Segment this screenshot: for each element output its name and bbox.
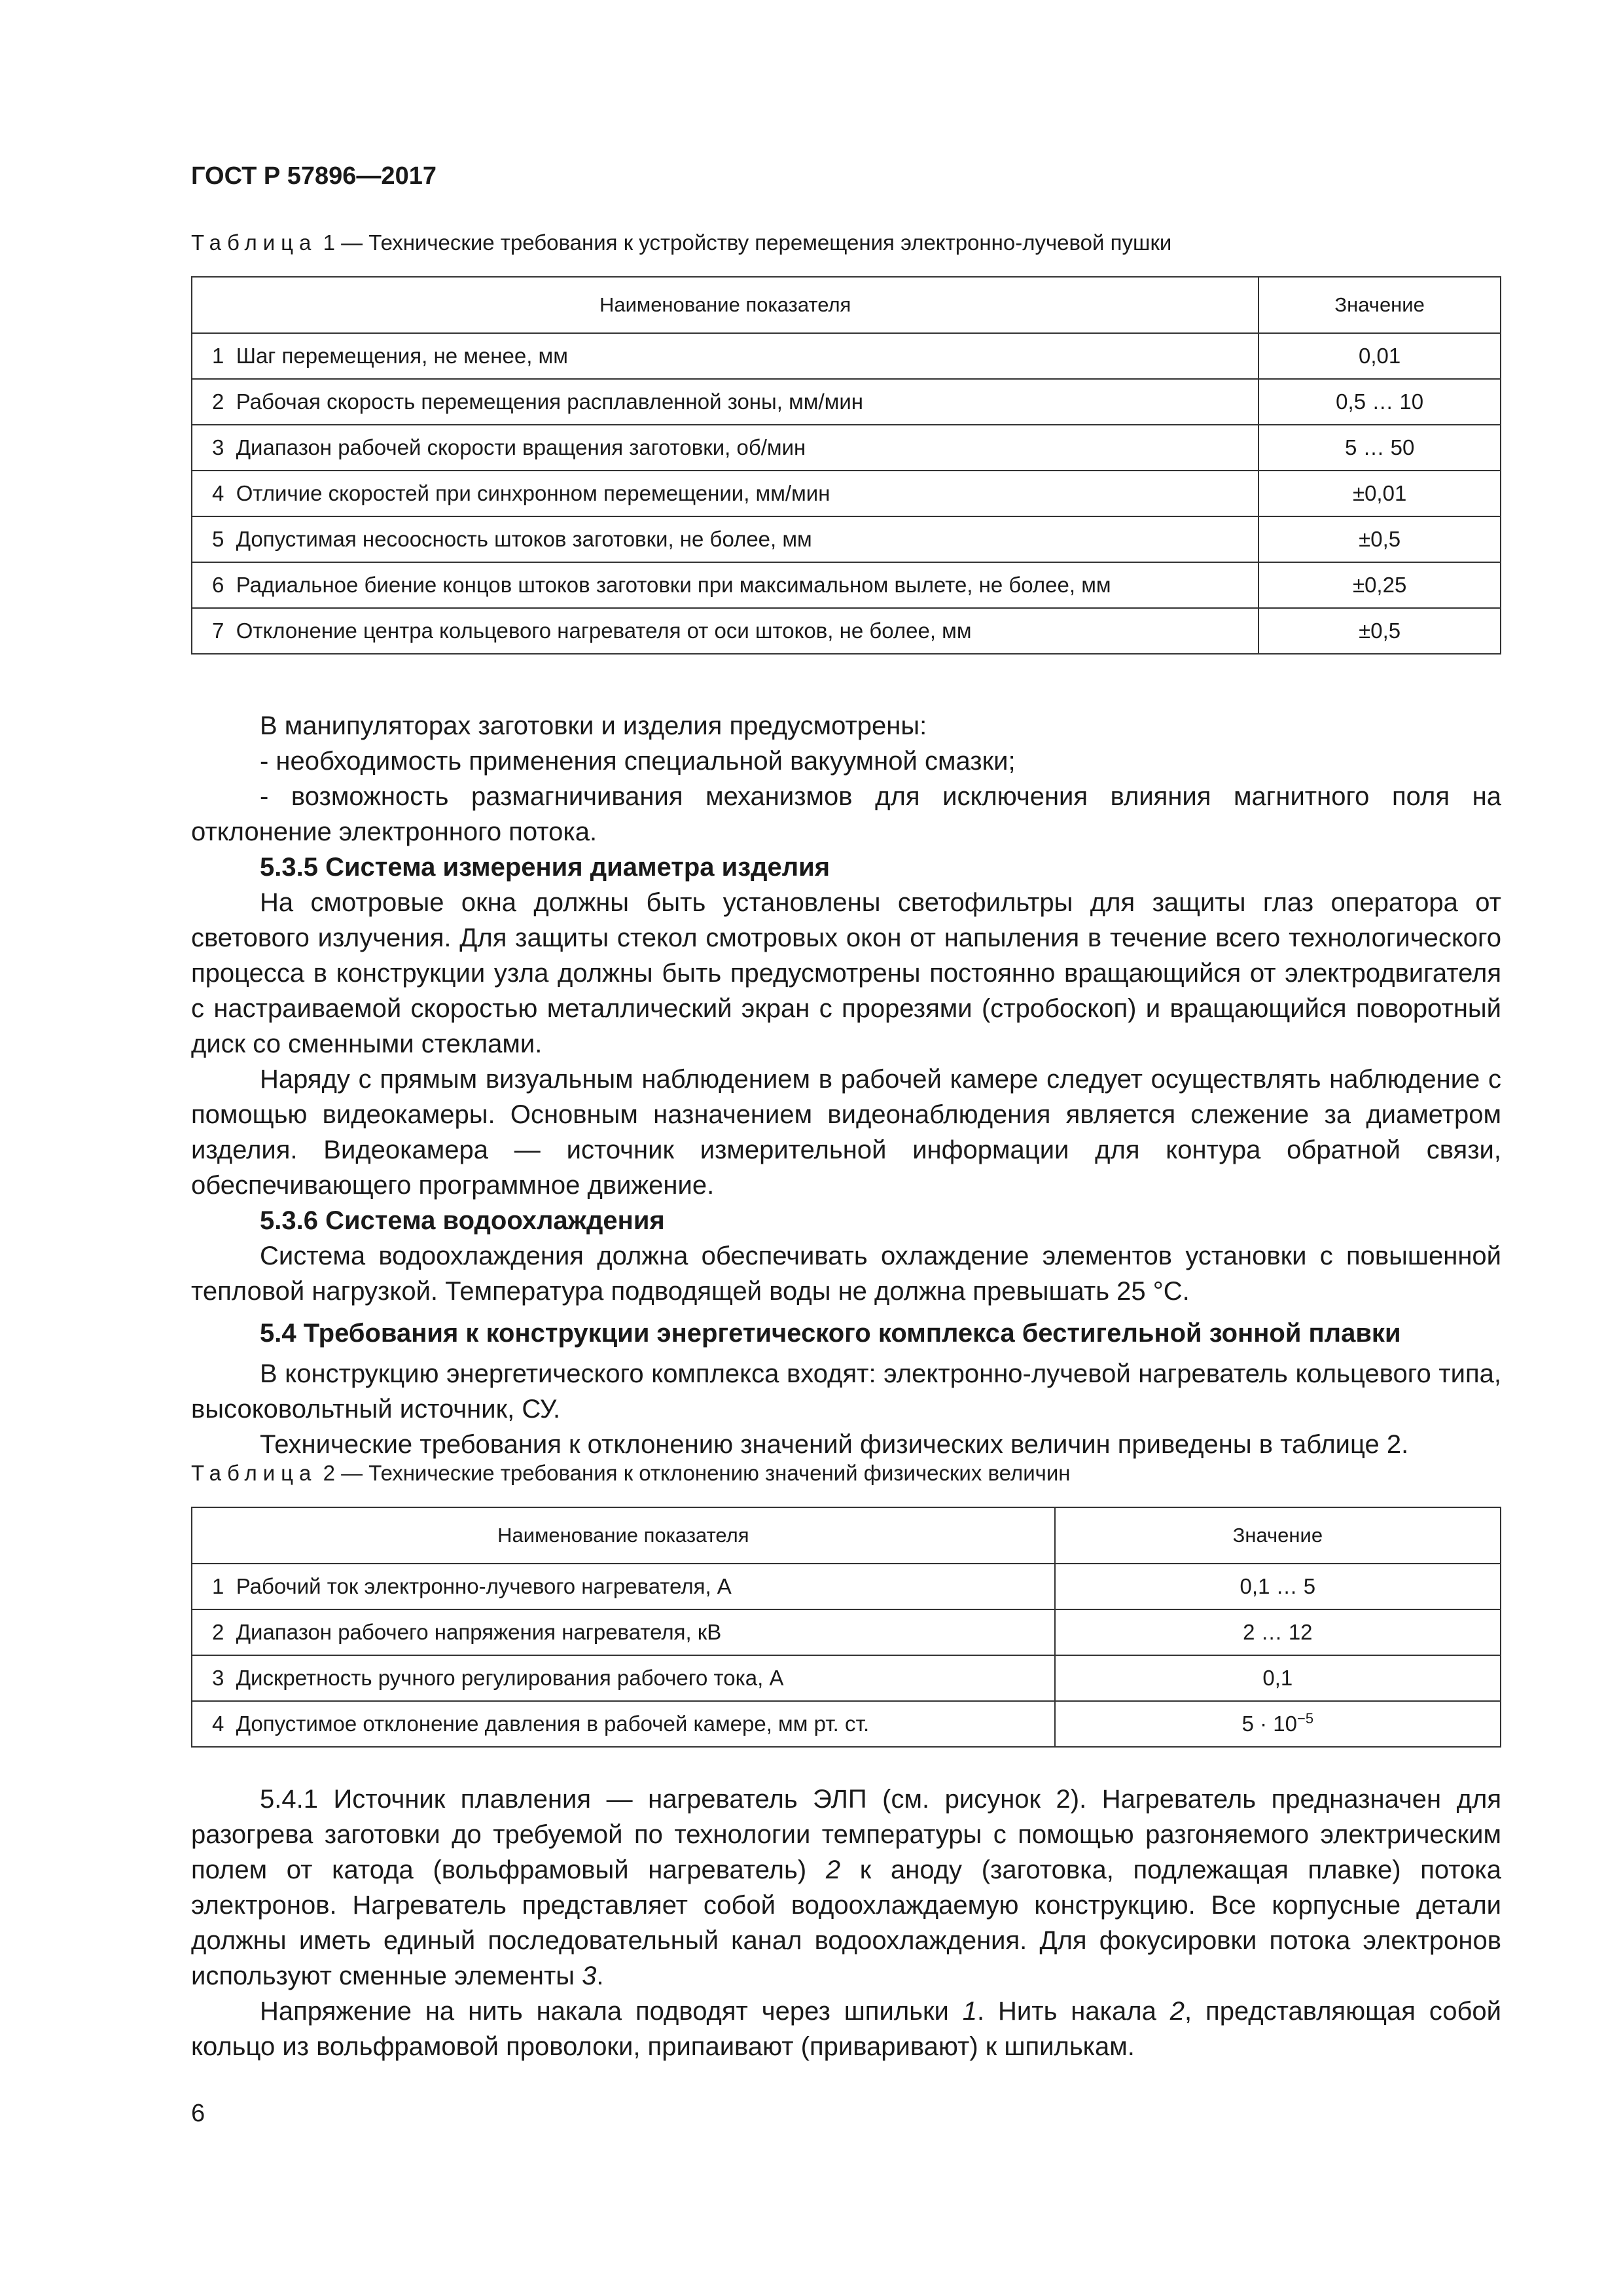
paragraph: Технические требования к отклонению значений физических величин приведены в таблице 2.	[260, 1430, 1409, 1459]
row-name: Рабочий ток электронно-лучевого нагревателя, А	[236, 1574, 732, 1598]
paragraph: В манипуляторах заготовки и изделия предусмотрены:	[260, 711, 927, 740]
document-code: ГОСТ Р 57896—2017	[191, 162, 437, 190]
section-heading-5-3-5: 5.3.5 Система измерения диаметра изделия	[260, 853, 830, 882]
list-item: - возможность размагничивания механизмов для исключения влияния магнитного поля на отклонение электронного потока.	[191, 782, 1501, 846]
row-value: 0,5 … 10	[1258, 379, 1501, 425]
paragraph: Наряду с прямым визуальным наблюдением в рабочей камере следует осуществлять наблюдение с помощью видеокамеры. Основным назначением видеонаблюдения является слежение за диаметром изделия. Видеокамера — источник измерительной информации для контура обратной связи, обеспечивающего программное движение.	[191, 1065, 1501, 1200]
section-heading-5-4: 5.4 Требования к конструкции энергетического комплекса бестигельной зонной плавки	[260, 1319, 1401, 1348]
row-value: 0,1	[1055, 1655, 1501, 1701]
text-run: , представляющая собой кольцо из вольфрамовой проволоки, припаивают (приваривают) к шпилькам.	[191, 1997, 1502, 2061]
row-value: 2 … 12	[1055, 1609, 1501, 1655]
table1-caption	[191, 230, 1171, 255]
row-number: 1	[212, 1574, 224, 1598]
table2-caption-text: — Технические требования к отклонению значений физических величин	[341, 1461, 1071, 1485]
value-base: 5 · 10	[1241, 1712, 1297, 1736]
reference-number: 1	[962, 1997, 977, 2026]
row-value: ±0,01	[1258, 471, 1501, 516]
table1-header-row	[192, 277, 1501, 333]
paragraph: На смотровые окна должны быть установлены светофильтры для защиты глаз оператора от светового излучения. Для защиты стекол смотровых окон от напыления в течение всего технологического процесса в конструкции узла должны быть предусмотрены постоянно вращающийся от электродвигателя с настраиваемой скоростью металлический экран с прорезями (стробоскоп) и вращающийся поворотный диск со сменными стеклами.	[191, 888, 1501, 1058]
text-run: к аноду (заготовка, подлежащая плавке) потока электронов. Нагреватель представляет собой водоохлаждаемую конструкцию. Все корпусные детали должны иметь единый последовательный канал водоохлаждения. Для фокусировки потока электронов используют сменные элементы	[191, 1856, 1501, 1990]
row-value: ±0,5	[1258, 608, 1501, 654]
reference-number: 3	[582, 1962, 597, 1990]
row-value: 5 … 50	[1258, 425, 1501, 471]
row-name: Отклонение центра кольцевого нагревателя от оси штоков, не более, мм	[236, 619, 972, 643]
row-name: Отличие скоростей при синхронном перемещении, мм/мин	[236, 481, 830, 505]
table1-col-name: Наименование показателя	[192, 277, 1258, 333]
row-number: 6	[212, 573, 224, 597]
row-number: 7	[212, 619, 224, 643]
table2	[191, 1507, 1501, 1748]
row-name: Допустимое отклонение давления в рабочей камере, мм рт. ст.	[236, 1712, 870, 1736]
text-run: 5.4.1 Источник плавления — нагреватель ЭЛП (см. рисунок 2). Нагреватель предназначен для разогрева заготовки до требуемой по технологии температуры с помощью разгоняемого электрическим полем от катода (вольфрамовый нагреватель)	[191, 1785, 1501, 1884]
table-row	[192, 333, 1501, 379]
body-text-section-1	[191, 708, 1501, 1462]
text-run: .	[596, 1962, 604, 1990]
table-row	[192, 608, 1501, 654]
row-number: 1	[212, 344, 224, 368]
table-row	[192, 425, 1501, 471]
row-value: ±0,5	[1258, 516, 1501, 562]
row-name: Диапазон рабочей скорости вращения заготовки, об/мин	[236, 435, 806, 459]
row-name: Дискретность ручного регулирования рабочего тока, А	[236, 1666, 784, 1690]
row-number: 5	[212, 527, 224, 551]
table-row	[192, 1564, 1501, 1609]
table-row	[192, 1609, 1501, 1655]
table-row	[192, 562, 1501, 608]
row-name: Диапазон рабочего напряжения нагревателя, кВ	[236, 1620, 722, 1644]
row-name: Шаг перемещения, не менее, мм	[236, 344, 568, 368]
row-name: Допустимая несоосность штоков заготовки, не более, мм	[236, 527, 812, 551]
row-number: 3	[212, 435, 224, 459]
table-row	[192, 1701, 1501, 1747]
row-value	[1055, 1701, 1501, 1747]
row-value: 0,01	[1258, 333, 1501, 379]
row-number: 4	[212, 1712, 224, 1736]
table-row	[192, 379, 1501, 425]
table1-caption-label: Таблица	[191, 230, 317, 255]
table2-caption	[191, 1461, 1070, 1486]
value-exponent: −5	[1296, 1710, 1314, 1727]
row-number: 2	[212, 389, 224, 414]
reference-number: 2	[1169, 1997, 1185, 2026]
table2-caption-number: 2	[323, 1461, 335, 1485]
paragraph-5-4-1	[191, 1782, 1501, 1994]
row-value: 0,1 … 5	[1055, 1564, 1501, 1609]
list-item: - необходимость применения специальной вакуумной смазки;	[260, 747, 1016, 776]
text-run: . Нить накала	[977, 1997, 1170, 2026]
row-value: ±0,25	[1258, 562, 1501, 608]
body-text-section-2	[191, 1782, 1501, 2064]
table2-header-row	[192, 1507, 1501, 1564]
section-heading-5-3-6: 5.3.6 Система водоохлаждения	[260, 1206, 665, 1235]
row-number: 4	[212, 481, 224, 505]
paragraph: В конструкцию энергетического комплекса входят: электронно-лучевой нагреватель кольцевого типа, высоковольтный источник, СУ.	[191, 1359, 1501, 1424]
table1	[191, 276, 1501, 655]
table2-caption-label: Таблица	[191, 1461, 317, 1485]
row-name: Радиальное биение концов штоков заготовки при максимальном вылете, не более, мм	[236, 573, 1111, 597]
table1-caption-text: — Технические требования к устройству перемещения электронно-лучевой пушки	[341, 230, 1172, 255]
row-name: Рабочая скорость перемещения расплавленной зоны, мм/мин	[236, 389, 863, 414]
table1-col-value: Значение	[1258, 277, 1501, 333]
text-run: Напряжение на нить накала подводят через шпильки	[260, 1997, 963, 2026]
reference-number: 2	[825, 1856, 841, 1884]
row-number: 2	[212, 1620, 224, 1644]
table-row	[192, 516, 1501, 562]
paragraph: Система водоохлаждения должна обеспечивать охлаждение элементов установки с повышенной тепловой нагрузкой. Температура подводящей воды не должна превышать 25 °С.	[191, 1242, 1501, 1306]
table1-caption-number: 1	[323, 230, 335, 255]
table-row	[192, 1655, 1501, 1701]
table-row	[192, 471, 1501, 516]
table2-col-value: Значение	[1055, 1507, 1501, 1564]
page-number: 6	[191, 2100, 205, 2127]
row-number: 3	[212, 1666, 224, 1690]
table2-col-name: Наименование показателя	[192, 1507, 1055, 1564]
paragraph	[191, 1994, 1501, 2064]
